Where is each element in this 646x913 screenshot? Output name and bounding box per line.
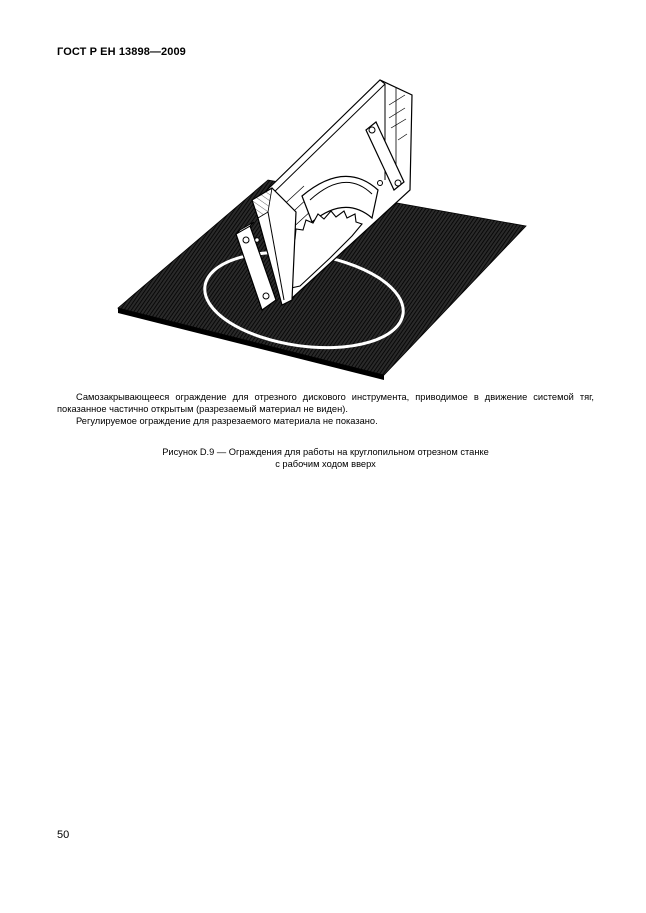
description-paragraph-1: Самозакрывающееся ограждение для отрезного дискового инструмента, приводимое в движение системой тяг, показанное частично открытым (разрезаемый материал не виден). xyxy=(57,392,594,414)
pivot-lower-1 xyxy=(243,237,249,243)
description-paragraph-2: Регулируемое ограждение для разрезаемого материала не показано. xyxy=(76,416,378,426)
page-number: 50 xyxy=(57,829,70,841)
pivot-upper-2 xyxy=(395,180,401,186)
figure-description xyxy=(57,391,594,427)
saw-guard-figure xyxy=(0,0,646,380)
caption-line-2: с рабочим ходом вверх xyxy=(275,459,376,469)
pivot-lower-3 xyxy=(255,238,259,242)
document-header: ГОСТ Р ЕН 13898—2009 xyxy=(57,46,186,58)
pivot-upper-3 xyxy=(378,181,383,186)
caption-line-1: Рисунок D.9 — Ограждения для работы на круглопильном отрезном станке xyxy=(162,447,489,457)
pivot-upper-1 xyxy=(369,127,375,133)
pivot-lower-2 xyxy=(263,293,269,299)
figure-caption xyxy=(57,446,594,470)
